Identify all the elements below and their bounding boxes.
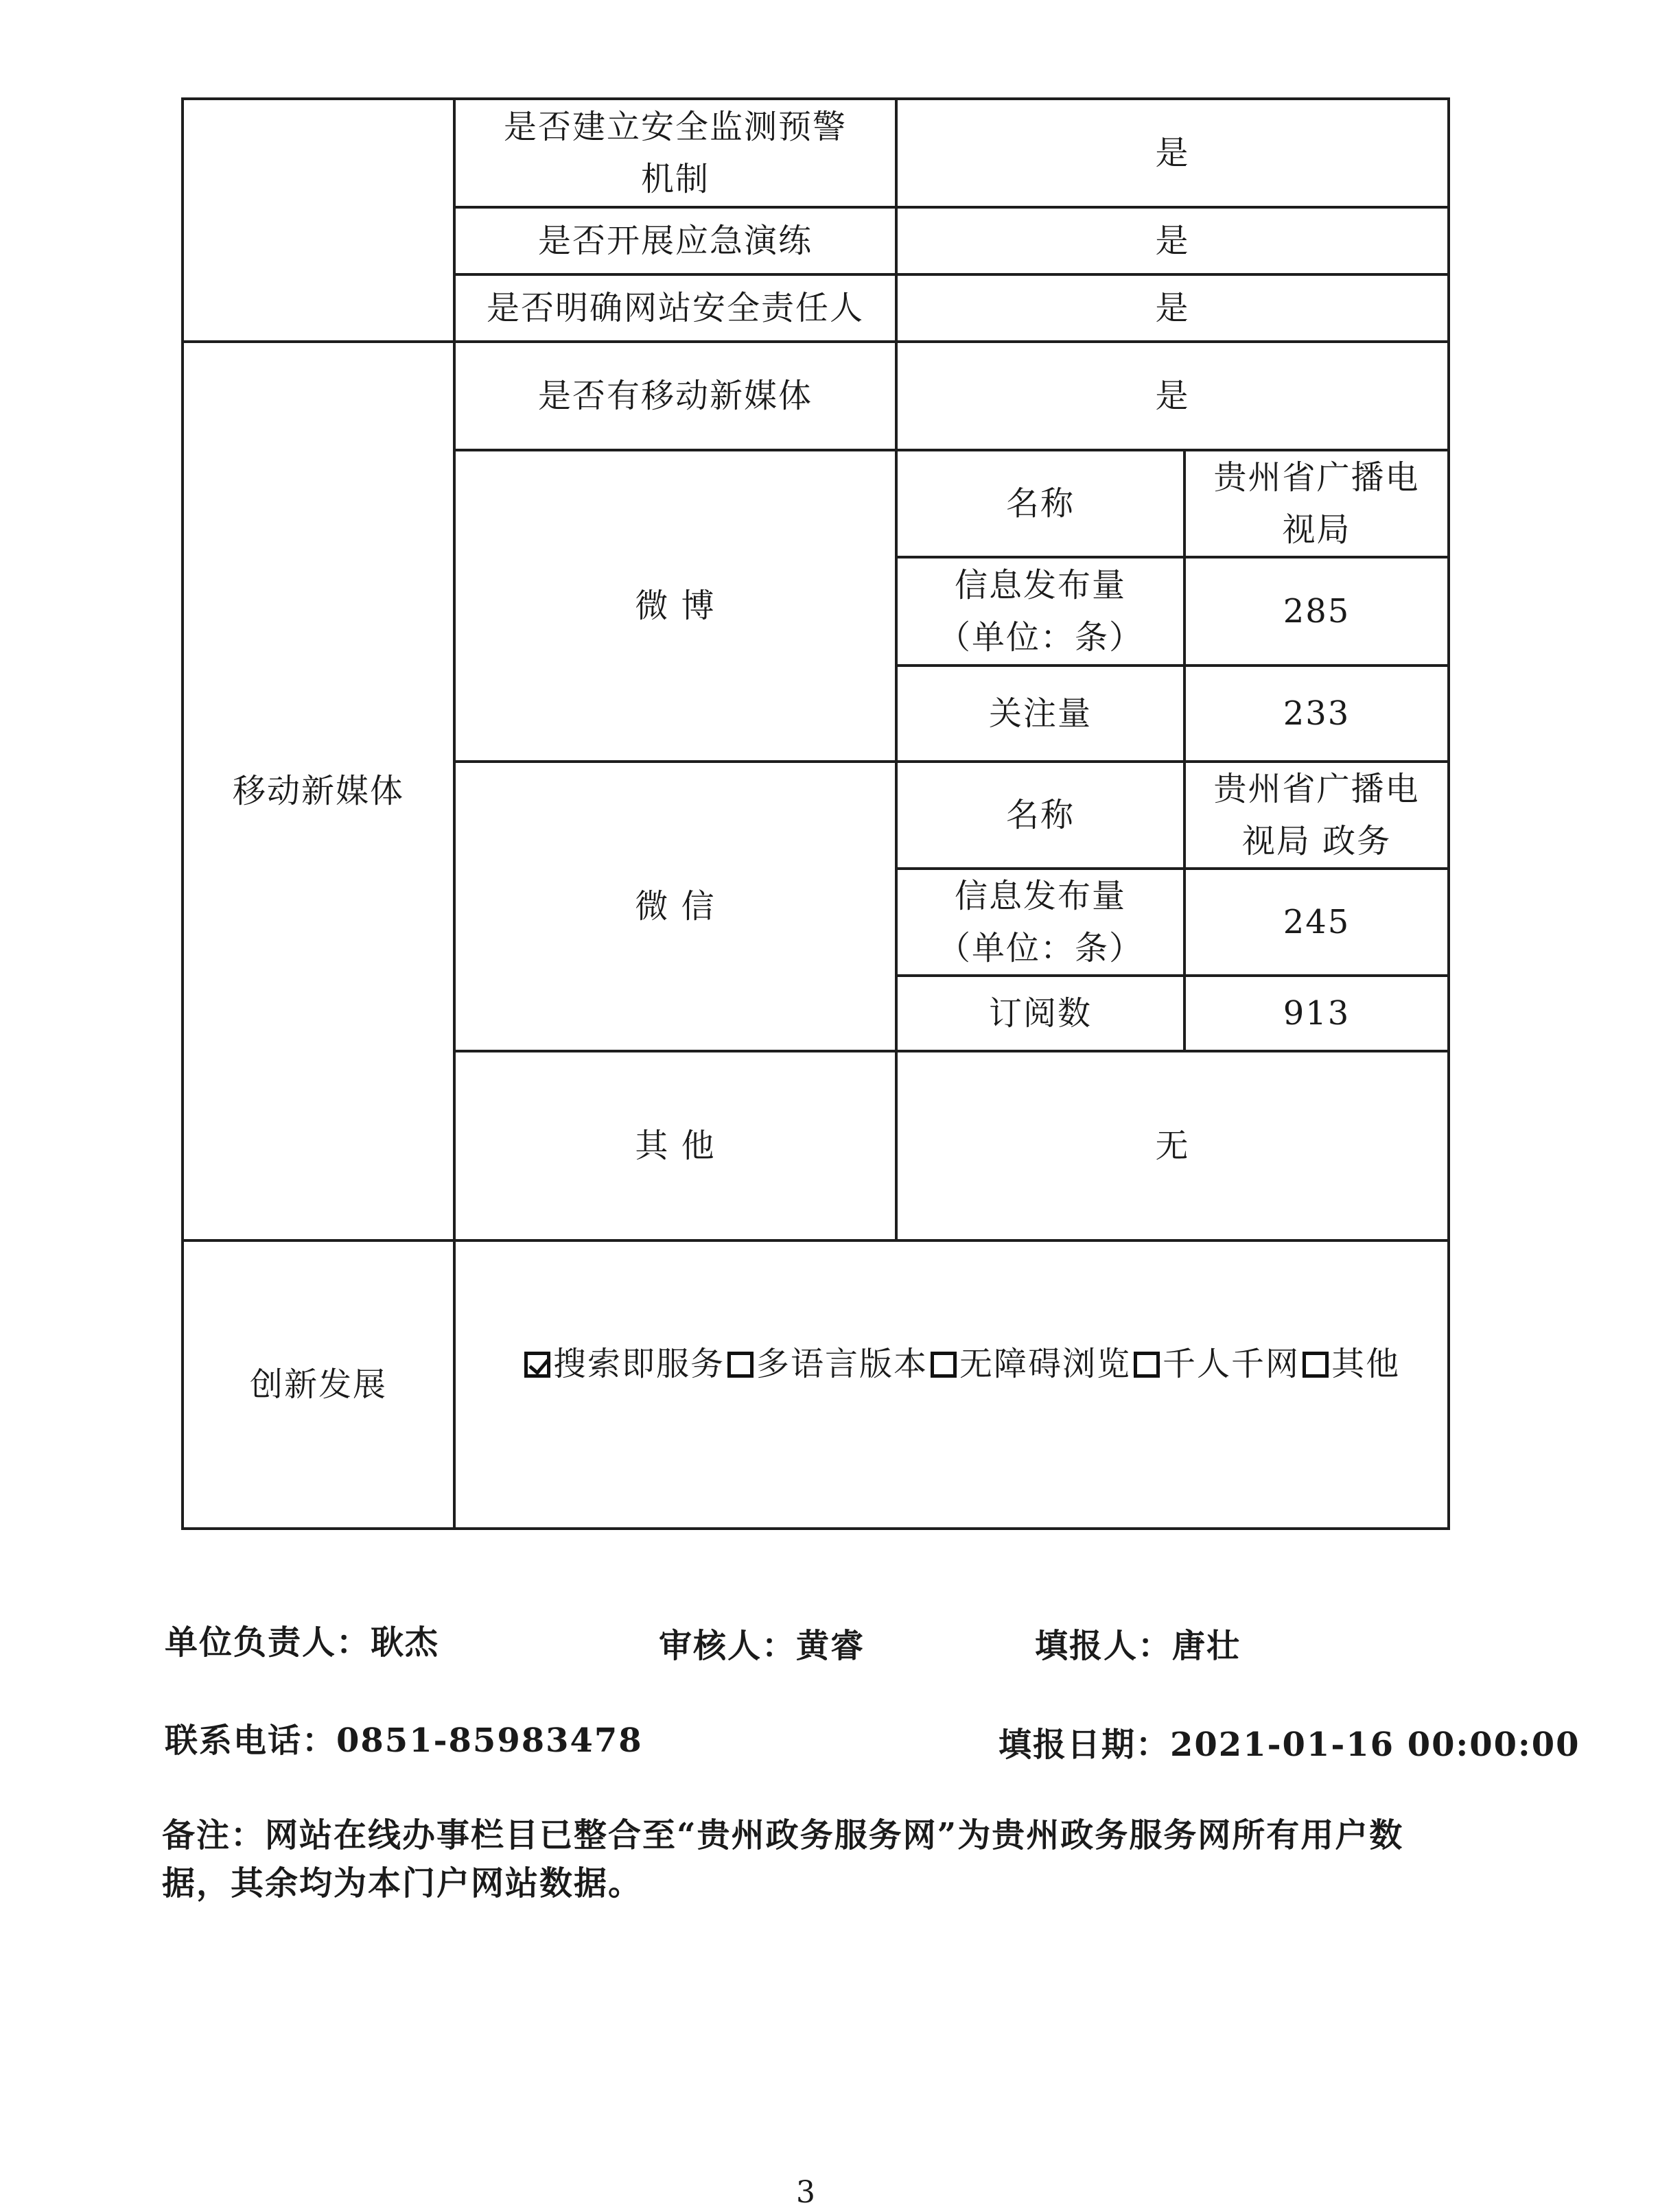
unit-head: 单位负责人：耿杰	[165, 1623, 440, 1662]
table-row	[183, 342, 1449, 450]
drill-label: 是否开展应急演练	[454, 207, 896, 274]
wechat-subscribers-label: 订阅数	[896, 976, 1184, 1051]
has-mobile-value: 是	[896, 342, 1449, 450]
monitoring-value: 是	[896, 99, 1449, 207]
other-value: 无	[896, 1051, 1449, 1240]
filler: 填报人：唐壮	[1035, 1627, 1241, 1665]
blank-section-cell	[183, 99, 454, 342]
innovation-options-cell	[454, 1240, 1449, 1529]
remarks-note: 备注：网站在线办事栏目已整合至“贵州政务服务网”为贵州政务服务网所有用户数据，其余均为本门户网站数据。	[162, 1816, 1404, 1903]
page-number: 3	[796, 2175, 815, 2210]
wechat-posts-label: 信息发布量（单位：条）	[896, 869, 1184, 976]
weibo-name-value: 贵州省广播电视局	[1184, 450, 1449, 557]
wechat-name-value: 贵州省广播电视局 政务	[1184, 762, 1449, 869]
option-search-service: 搜索即服务	[553, 1345, 725, 1383]
wechat-label: 微 信	[454, 762, 896, 1051]
option-multilanguage: 多语言版本	[756, 1345, 929, 1383]
weibo-followers-label: 关注量	[896, 666, 1184, 762]
responsible-label: 是否明确网站安全责任人	[454, 274, 896, 342]
option-accessibility: 无障碍浏览	[959, 1345, 1132, 1383]
wechat-subscribers-value: 913	[1184, 976, 1449, 1051]
contact-phone: 联系电话：0851-85983478	[165, 1721, 643, 1760]
monitoring-label: 是否建立安全监测预警机制	[454, 99, 896, 207]
checkbox-unchecked-icon	[931, 1352, 957, 1378]
weibo-posts-value: 285	[1184, 557, 1449, 666]
checkbox-checked-icon	[524, 1352, 550, 1378]
option-personalized: 千人千网	[1163, 1345, 1300, 1383]
innovation-checkbox-group	[463, 1338, 1440, 1390]
weibo-followers-value: 233	[1184, 666, 1449, 762]
option-other: 其他	[1331, 1345, 1401, 1383]
responsible-value: 是	[896, 274, 1449, 342]
checkbox-unchecked-icon	[1134, 1352, 1160, 1378]
checkbox-unchecked-icon	[1303, 1352, 1329, 1378]
checkbox-unchecked-icon	[727, 1352, 754, 1378]
table-row	[183, 1240, 1449, 1529]
weibo-name-label: 名称	[896, 450, 1184, 557]
reviewer: 审核人：黄睿	[659, 1627, 865, 1665]
mobile-section-label: 移动新媒体	[183, 342, 454, 1240]
innovation-label: 创新发展	[183, 1240, 454, 1529]
weibo-posts-label: 信息发布量（单位：条）	[896, 557, 1184, 666]
table-row	[183, 99, 1449, 207]
report-table	[181, 97, 1450, 1530]
wechat-posts-value: 245	[1184, 869, 1449, 976]
other-label: 其 他	[454, 1051, 896, 1240]
has-mobile-label: 是否有移动新媒体	[454, 342, 896, 450]
drill-value: 是	[896, 207, 1449, 274]
fill-date: 填报日期：2021-01-16 00:00:00	[999, 1726, 1580, 1764]
wechat-name-label: 名称	[896, 762, 1184, 869]
weibo-label: 微 博	[454, 450, 896, 762]
